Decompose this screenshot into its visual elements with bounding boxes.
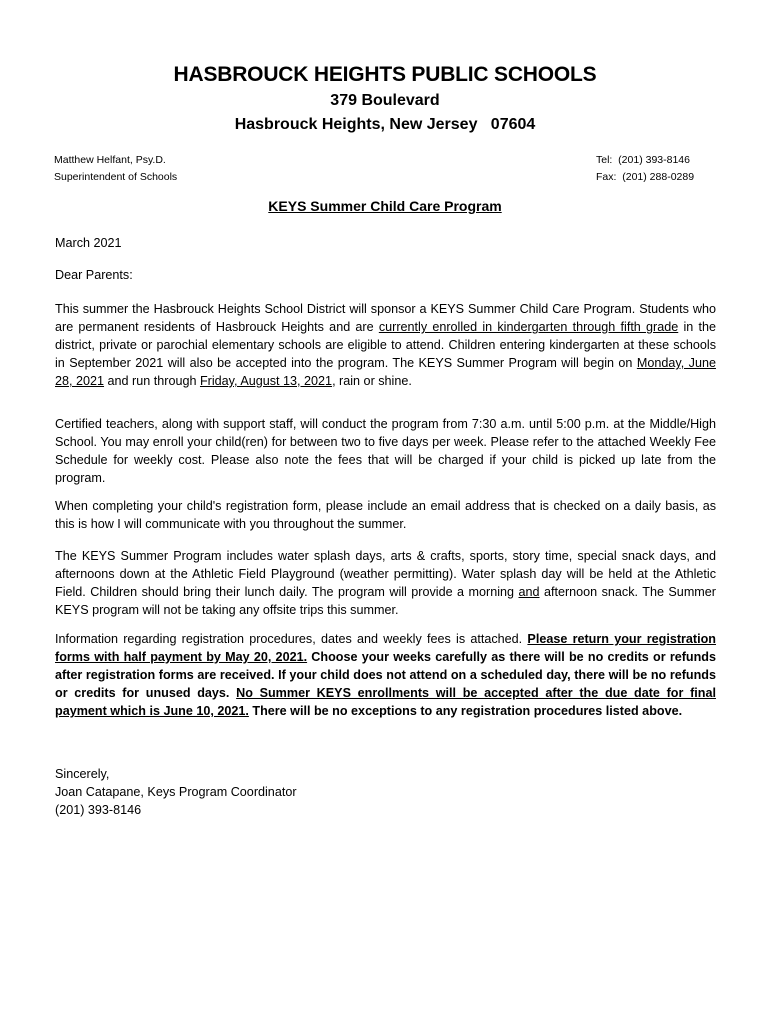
telephone-number: Tel: (201) 393-8146: [596, 154, 690, 166]
p5-text-b2: There will be no exceptions to any registration procedures listed above.: [248, 704, 683, 718]
signer-phone: (201) 393-8146: [55, 803, 142, 817]
end-date: Friday, August 13, 2021: [199, 374, 333, 388]
valediction: Sincerely,: [55, 767, 110, 781]
p5-text-a: Information regarding registration procedures, dates and weekly fees is attached.: [55, 632, 528, 646]
program-title: KEYS Summer Child Care Program: [268, 198, 502, 214]
city-state-zip: Hasbrouck Heights, New Jersey 07604: [234, 116, 536, 133]
paragraph-staff-hours: Certified teachers, along with support staff, will conduct the program from 7:30 a.m. until 5:00 p.m. at the Middle/High School. You may enroll your child(ren) for between two to five days per week. Please refer to the attached Weekly Fee Schedule for weekly cost. Please also note the fees that will be charged if your child is picked up late from the program.: [55, 417, 716, 485]
p1-text-b: in the district, private or parochial elementary schools are eligible to attend. Children entering kindergarten at these schools in September 2021 will also be accepted into the program. The KEYS Summer Program will begin on: [55, 320, 716, 370]
fax-number: Fax: (201) 288-0289: [596, 171, 695, 183]
paragraph-registration: [55, 630, 716, 720]
p4-text-a: The KEYS Summer Program includes water splash days, arts & crafts, sports, story time, special snack days, and afternoons down at the Athletic Field Playground (weather permitting). Water splash day will be held at the Athletic Field. Children should bring their lunch daily. The program will provide a morning: [55, 549, 716, 599]
superintendent-name: Matthew Helfant, Psy.D.: [54, 154, 166, 166]
eligibility-underline: currently enrolled in kindergarten through fifth grade: [378, 320, 679, 334]
p1-text-c: and run through: [104, 374, 200, 388]
paragraph-activities: [55, 547, 716, 619]
p5-text-b1: Choose your weeks carefully as there will be no credits or refunds after registration forms are received. If your child does not attend on a scheduled day, there will be no refunds or credits for unused days.: [55, 650, 716, 700]
superintendent-block: [54, 152, 177, 186]
closing-block: [55, 765, 716, 819]
school-district-title: HASBROUCK HEIGHTS PUBLIC SCHOOLS: [173, 63, 597, 86]
letter-date: March 2021: [55, 236, 122, 250]
street-address: 379 Boulevard: [330, 92, 440, 109]
paragraph-intro: [55, 300, 716, 390]
p1-text-a: This summer the Hasbrouck Heights School District will sponsor a KEYS Summer Child Care Program. Students who are permanent residents of Hasbrouck Heights and are: [55, 302, 716, 334]
greeting: Dear Parents:: [55, 268, 133, 282]
start-date: Monday, June 28, 2021: [55, 356, 716, 388]
and-underline: and: [518, 585, 540, 599]
p4-text-b: afternoon snack. The Summer KEYS program will not be taking any offsite trips this summer.: [55, 585, 716, 617]
contact-block: [596, 152, 694, 186]
return-forms-deadline: Please return your registration forms with half payment by May 20, 2021.: [55, 632, 717, 664]
paragraph-email: When completing your child's registration form, please include an email address that is checked on a daily basis, as this is how I will communicate with you throughout the summer.: [55, 499, 716, 531]
superintendent-title: Superintendent of Schools: [54, 171, 178, 183]
signer-name: Joan Catapane, Keys Program Coordinator: [55, 785, 297, 799]
p1-text-d: , rain or shine.: [332, 374, 412, 388]
final-payment-deadline: No Summer KEYS enrollments will be accepted after the due date for final payment which is June 10, 2021.: [55, 686, 716, 718]
